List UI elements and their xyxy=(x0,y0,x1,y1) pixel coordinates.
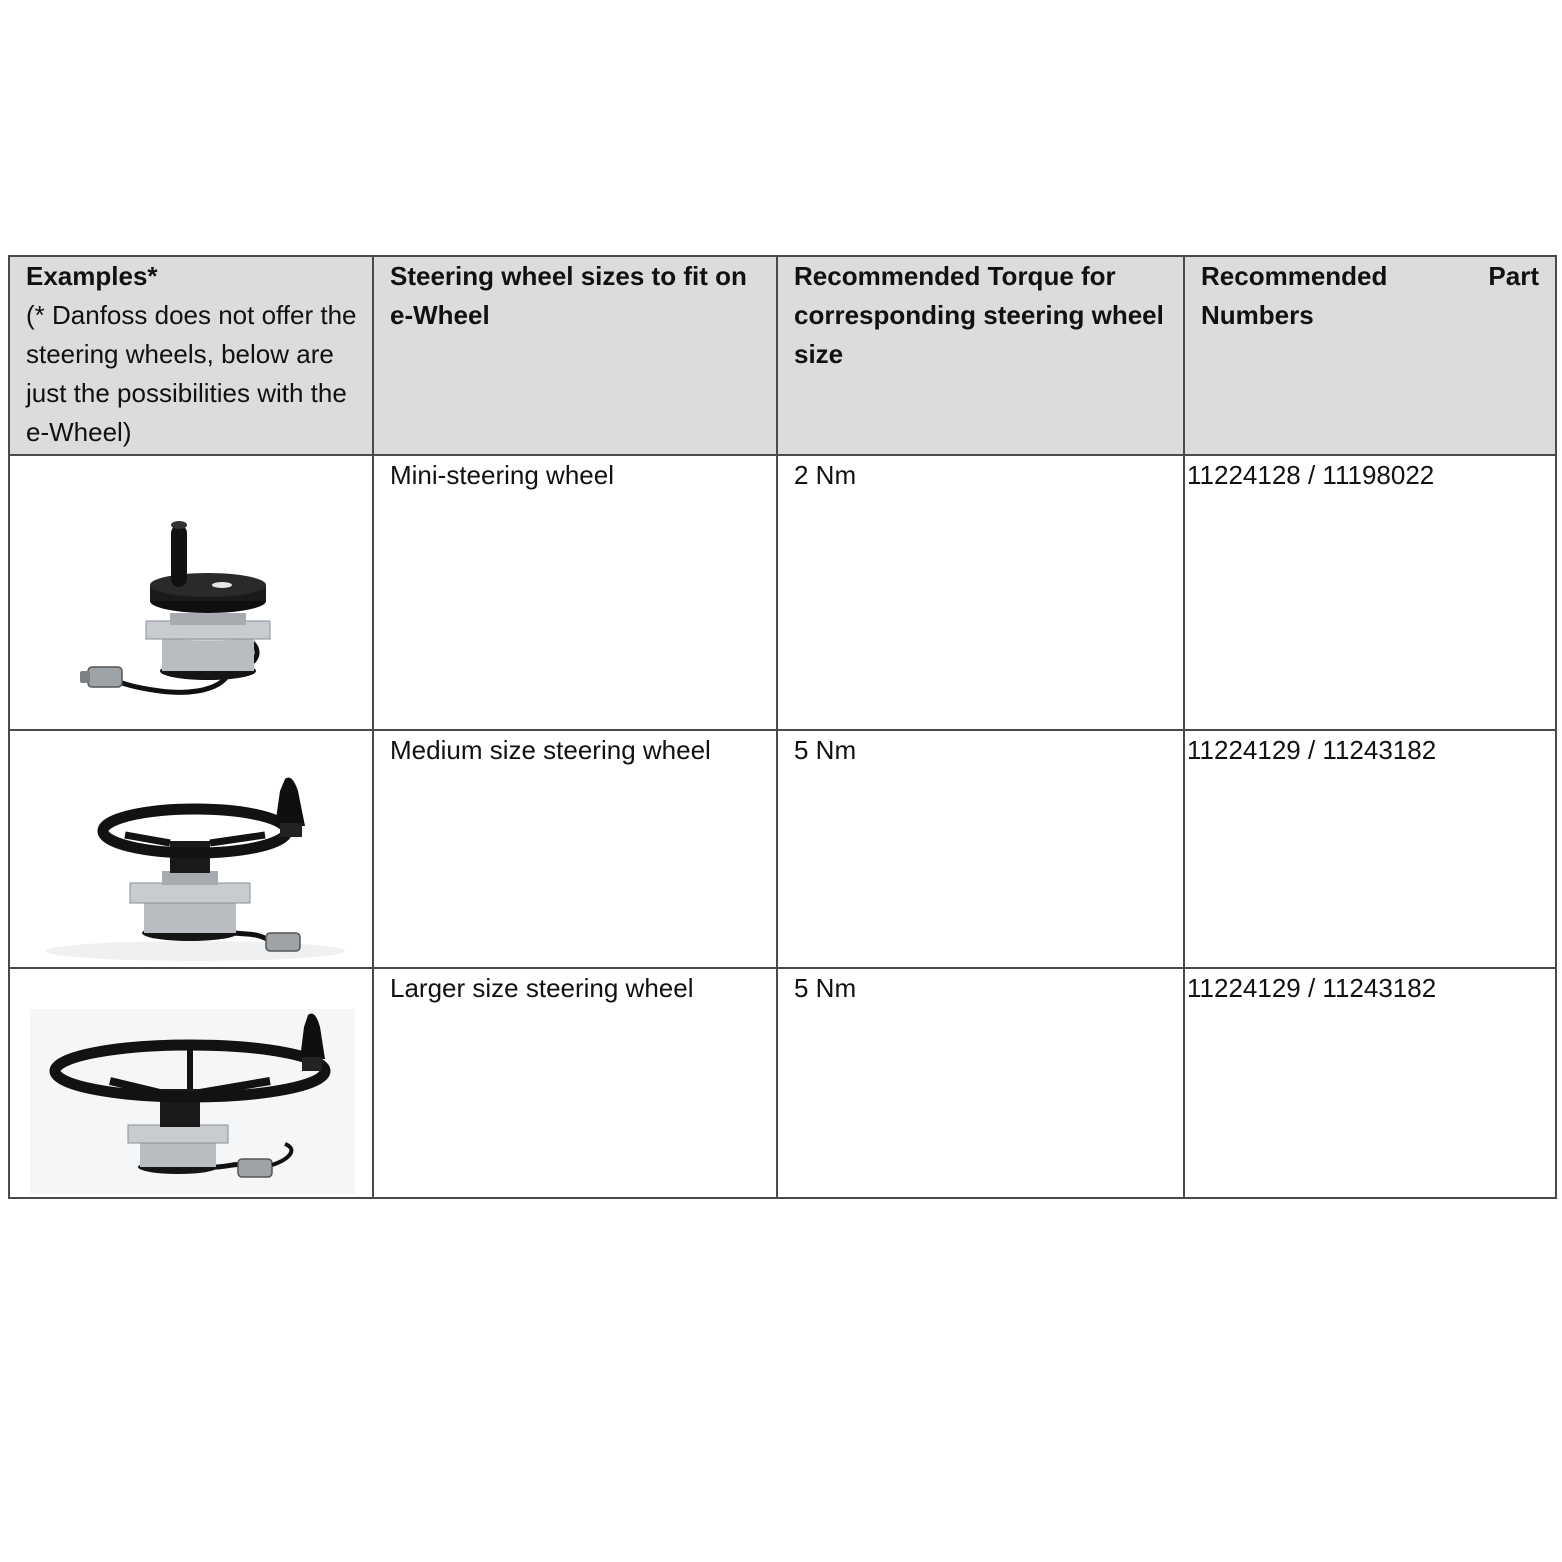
part-numbers: 11224129 / 11243182 xyxy=(1187,973,1437,1003)
table-row xyxy=(9,455,1556,730)
medium-steering-wheel-icon xyxy=(30,771,360,966)
header-parts-word3: Numbers xyxy=(1201,300,1314,330)
parts-cell xyxy=(1184,968,1556,1198)
header-examples-title: Examples* xyxy=(26,261,158,291)
header-parts-word2: Part xyxy=(1488,261,1539,291)
table-row xyxy=(9,730,1556,968)
mini-steering-wheel-icon xyxy=(80,501,320,716)
part-numbers: 11224128 / 11198022 xyxy=(1187,460,1435,490)
header-examples-note: (* Danfoss does not offer the steering wheels, below are just the possibilities with the e-Wheel) xyxy=(26,300,357,447)
example-image-cell xyxy=(9,730,373,968)
size-cell xyxy=(373,730,777,968)
header-sizes-label: Steering wheel sizes to fit on e-Wheel xyxy=(390,261,747,330)
torque-cell xyxy=(777,455,1184,730)
size-cell xyxy=(373,968,777,1198)
size-label: Larger size steering wheel xyxy=(390,973,694,1003)
example-image-cell xyxy=(9,455,373,730)
header-sizes xyxy=(373,256,777,455)
header-parts-word1: Recommended xyxy=(1201,261,1388,291)
header-examples xyxy=(9,256,373,455)
size-cell xyxy=(373,455,777,730)
size-label: Medium size steering wheel xyxy=(390,735,711,765)
part-numbers: 11224129 / 11243182 xyxy=(1187,735,1437,765)
table-header-row xyxy=(9,256,1556,455)
header-torque-label: Recommended Torque for corresponding steering wheel size xyxy=(794,261,1164,369)
torque-cell xyxy=(777,968,1184,1198)
header-torque xyxy=(777,256,1184,455)
steering-wheel-table xyxy=(8,255,1557,1199)
size-label: Mini-steering wheel xyxy=(390,460,614,490)
torque-value: 5 Nm xyxy=(794,973,857,1003)
large-steering-wheel-icon xyxy=(30,1009,355,1194)
parts-cell xyxy=(1184,730,1556,968)
header-parts xyxy=(1184,256,1556,455)
torque-cell xyxy=(777,730,1184,968)
parts-cell xyxy=(1184,455,1556,730)
table-row xyxy=(9,968,1556,1198)
torque-value: 2 Nm xyxy=(794,460,857,490)
torque-value: 5 Nm xyxy=(794,735,857,765)
example-image-cell xyxy=(9,968,373,1198)
